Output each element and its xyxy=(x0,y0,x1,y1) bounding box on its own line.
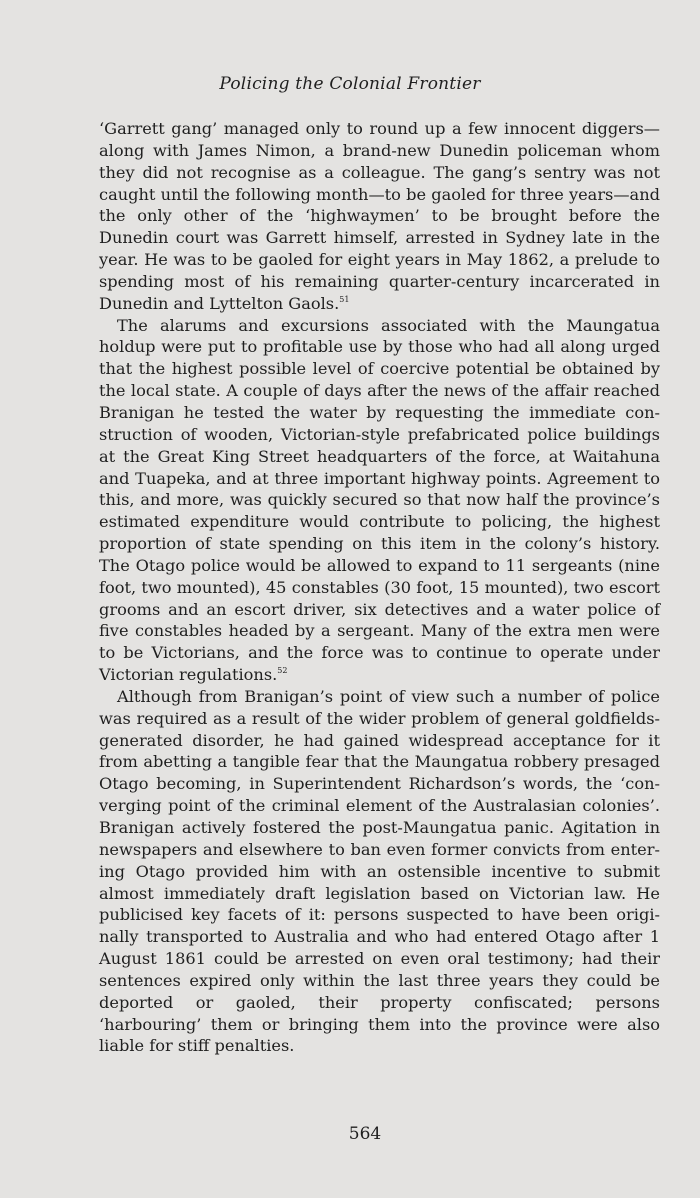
running-head: Policing the Colonial Frontier xyxy=(219,74,481,94)
page-number: 564 xyxy=(348,1124,382,1144)
paragraph-text: ‘Garrett gang’ managed only to round up a few innocent diggers—along with James Nimon, a brand-new Dunedin policeman whom they did not recognise as a colleague. The gang’s sentry was not caught until the following month—to be gaoled for three years—and the only other of the ‘highwaymen’ to be brought before the Dunedin court was Garrett himself, arrested in Sydney late in the year. He was to be gaoled for eight years in May 1862, a prelude to spending most of his remaining quarter-century incarcerated in Dunedin and Lyttelton Gaols. xyxy=(99,119,660,313)
paragraph xyxy=(99,118,660,315)
body-text xyxy=(99,118,660,1057)
paragraph-text: Although from Branigan’s point of view such a number of police was required as a result of the wider problem of general goldfields-generated disorder, he had gained widespread acceptance for it from abetting a tangible fear that the Maungatua robbery presaged Otago becoming, in Superintendent Richardson’s words, the ‘converging point of the criminal element of the Australasian colonies’. Branigan actively fostered the post-Maungatua panic. Agitation in newspapers and elsewhere to ban even former convicts from entering Otago provided him with an ostensible incentive to submit almost immediately draft legislation based on Victorian law. He publicised key facets of it: persons suspected to have been originally transported to Australia and who had entered Otago after 1 August 1861 could be arrested on even oral testimony; had their sentences expired only within the last three years they could be deported or gaoled, their property confiscated; persons ‘harbouring’ them or bringing them into the province were also liable for stiff penalties. xyxy=(99,686,660,1056)
footnote-marker: 51 xyxy=(339,294,350,304)
paragraph xyxy=(99,315,660,686)
footnote-marker: 52 xyxy=(277,666,288,676)
paragraph-text: The alarums and excursions associated with the Maungatua holdup were put to profitable use by those who had all along urged that the highest possible level of coercive potential be obtained by the local state. A couple of days after the news of the affair reached Branigan he tested the water by requesting the immediate construction of wooden, Victorian-style prefabricated police buildings at the Great King Street headquarters of the force, at Waitahuna and Tuapeka, and at three important highway points. Agreement to this, and more, was quickly secured so that now half the province’s estimated expenditure would contribute to policing, the highest proportion of state spending on this item in the colony’s history. The Otago police would be allowed to expand to 11 sergeants (nine foot, two mounted), 45 constables (30 foot, 15 mounted), two escort grooms and an escort driver, six detectives and a water police of five constables headed by a sergeant. Many of the extra men were to be Victorians, and the force was to continue to operate under Victorian regulations. xyxy=(99,315,660,685)
paragraph xyxy=(99,686,660,1057)
